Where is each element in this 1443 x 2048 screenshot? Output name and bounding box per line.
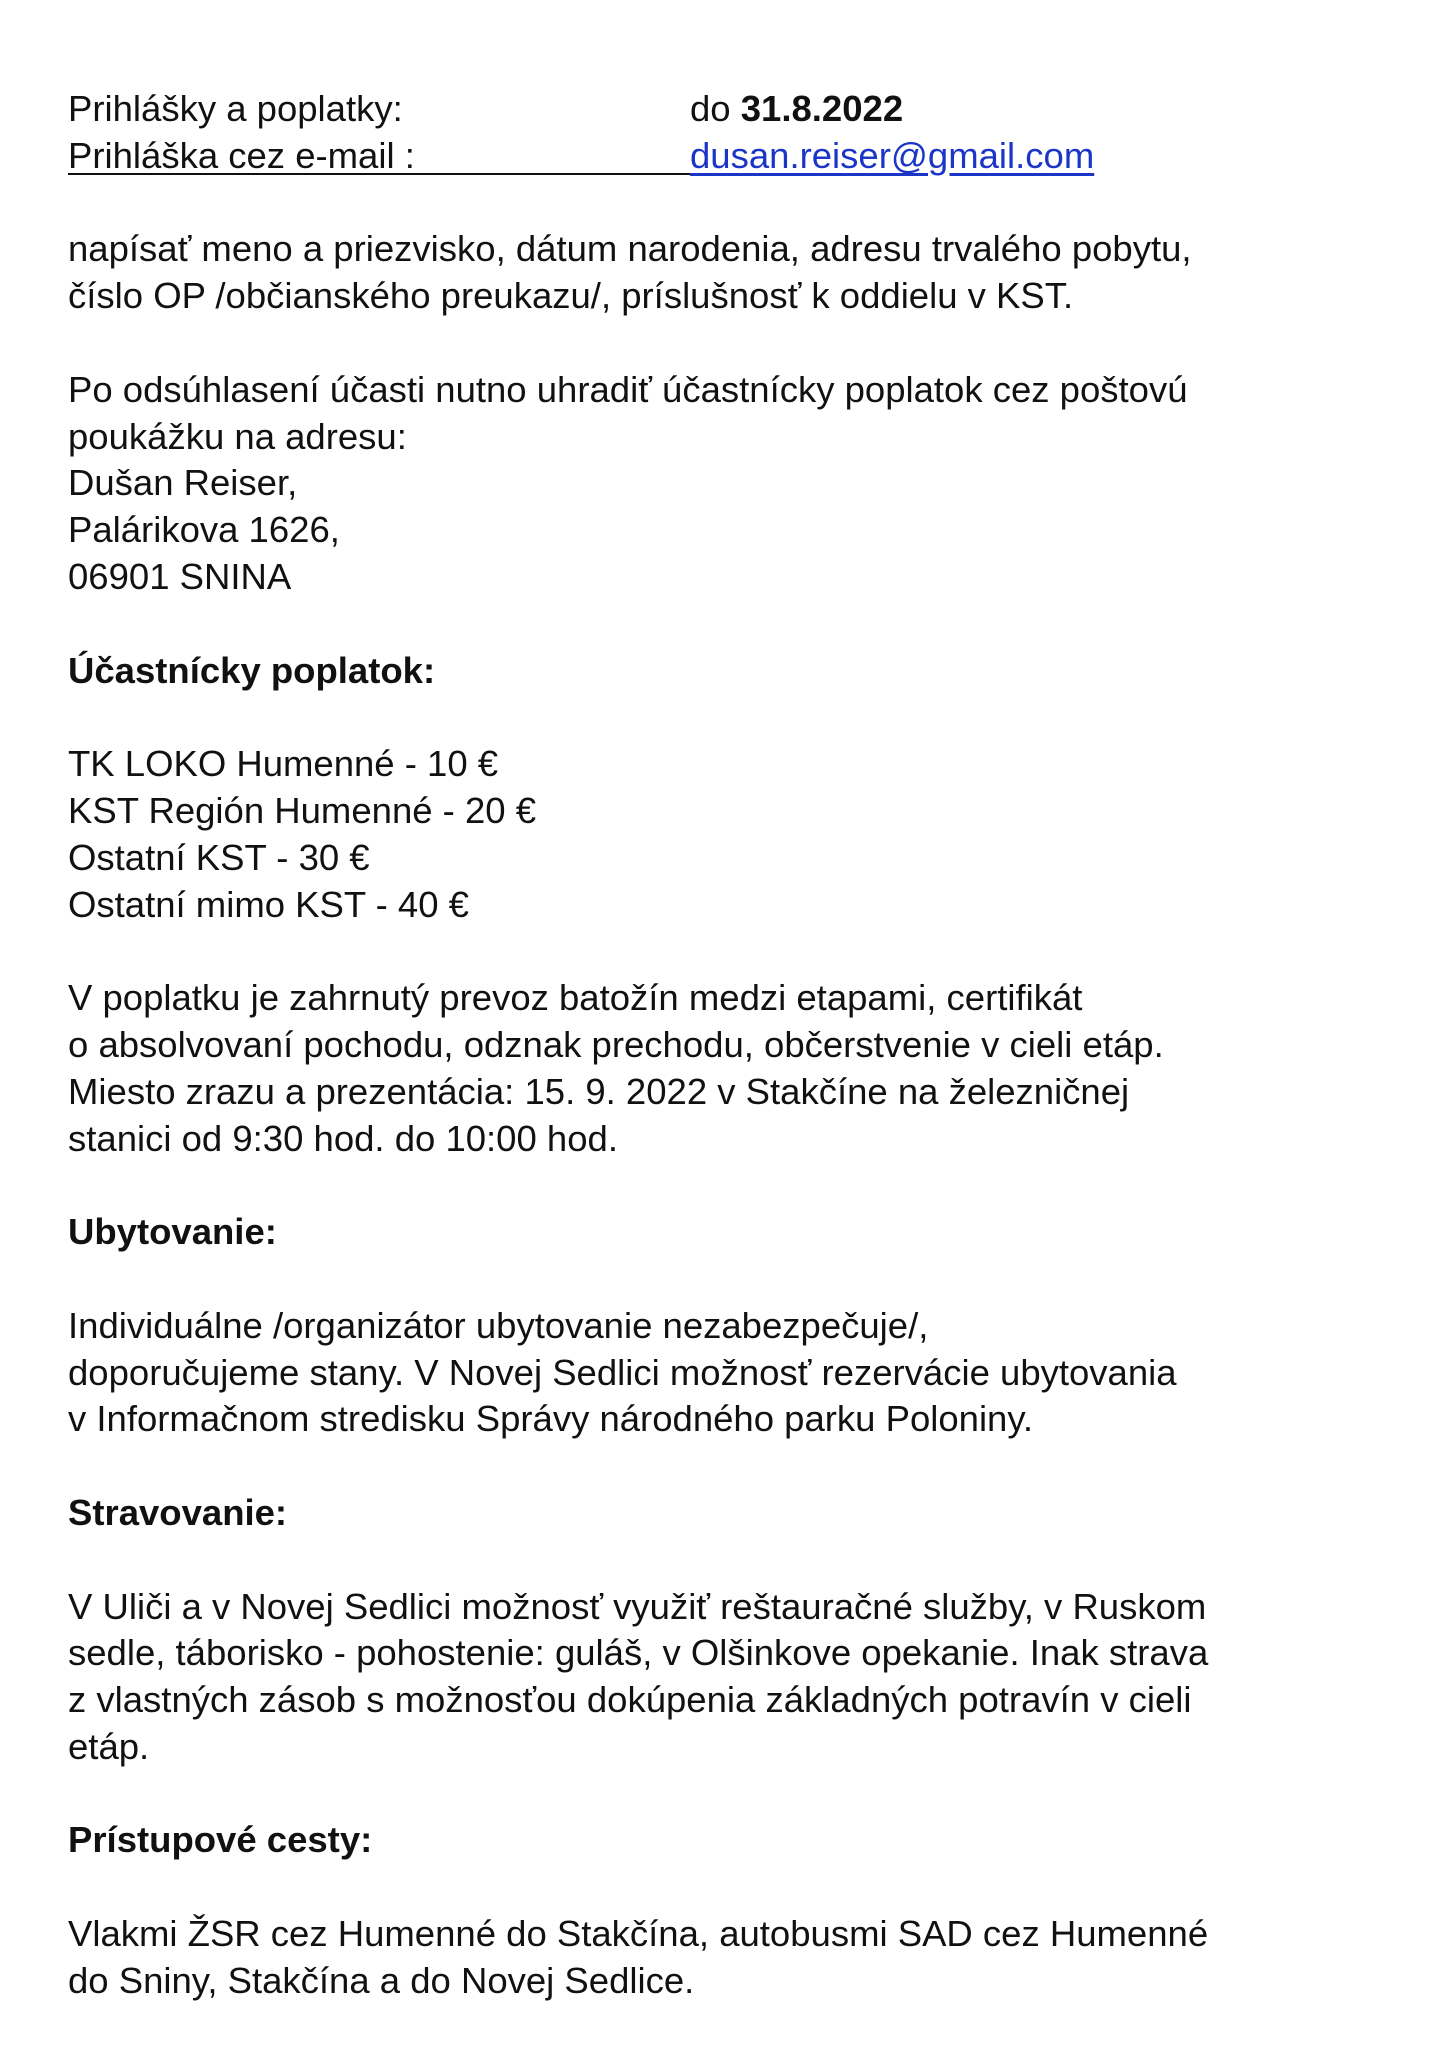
accommodation-paragraph [68, 1303, 1388, 1443]
paragraph-line: Po odsúhlasení účasti nutno uhradiť účastnícky poplatok cez poštovú [68, 368, 1188, 410]
fee-list [68, 741, 1388, 928]
meals-heading: Stravovanie: [68, 1491, 288, 1533]
paragraph-line: V Uliči a v Novej Sedlici možnosť využiť reštauračné služby, v Ruskom [68, 1585, 1207, 1627]
included-paragraph [68, 975, 1388, 1162]
paragraph-line: v Informačnom stredisku Správy národného parku Poloniny. [68, 1398, 1034, 1440]
fees-label: Prihlášky a poplatky: [68, 88, 403, 129]
access-heading: Prístupové cesty: [68, 1819, 373, 1861]
payment-paragraph [68, 367, 1388, 601]
fee-item: TK LOKO Humenné - 10 € [68, 743, 499, 785]
paragraph-line: Miesto zrazu a prezentácia: 15. 9. 2022 v Stakčíne na železničnej [68, 1070, 1130, 1112]
address-city: 06901 SNINA [68, 555, 292, 597]
instructions-paragraph [68, 226, 1388, 320]
fee-item: Ostatní KST - 30 € [68, 836, 370, 878]
paragraph-line: poukážku na adresu: [68, 415, 407, 457]
meals-paragraph [68, 1584, 1388, 1771]
address-name: Dušan Reiser, [68, 462, 298, 504]
paragraph-line: stanici od 9:30 hod. do 10:00 hod. [68, 1117, 618, 1159]
paragraph-line: napísať meno a priezvisko, dátum narodenia, adresu trvalého pobytu, [68, 228, 1192, 270]
paragraph-line: číslo OP /občianského preukazu/, príslušnosť k oddielu v KST. [68, 275, 1074, 317]
accommodation-heading: Ubytovanie: [68, 1211, 277, 1253]
fee-item: KST Región Humenné - 20 € [68, 789, 537, 831]
address-street: Palárikova 1626, [68, 509, 340, 551]
access-paragraph [68, 1911, 1388, 2005]
document-body [68, 86, 1388, 2005]
email-row [68, 133, 1388, 180]
deadline [690, 86, 903, 133]
paragraph-line: do Sniny, Stakčína a do Novej Sedlice. [68, 1959, 695, 2001]
email-link[interactable]: dusan.reiser@gmail.com [690, 134, 1095, 176]
paragraph-line: z vlastných zásob s možnosťou dokúpenia základných potravín v cieli [68, 1679, 1192, 1721]
paragraph-line: doporučujeme stany. V Novej Sedlici možnosť rezervácie ubytovania [68, 1351, 1177, 1393]
paragraph-line: etáp. [68, 1725, 150, 1767]
fee-heading: Účastnícky poplatok: [68, 649, 436, 691]
fee-item: Ostatní mimo KST - 40 € [68, 883, 469, 925]
deadline-prefix: do [690, 88, 741, 129]
deadline-date: 31.8.2022 [740, 88, 904, 129]
paragraph-line: Vlakmi ŽSR cez Humenné do Stakčína, autobusmi SAD cez Humenné [68, 1913, 1209, 1955]
paragraph-line: Individuálne /organizátor ubytovanie nezabezpečuje/, [68, 1304, 929, 1346]
paragraph-line: sedle, táborisko - pohostenie: guláš, v Olšinkove opekanie. Inak strava [68, 1632, 1209, 1674]
paragraph-line: o absolvovaní pochodu, odznak prechodu, občerstvenie v cieli etáp. [68, 1023, 1164, 1065]
fees-deadline-row [68, 86, 1388, 133]
paragraph-line: V poplatku je zahrnutý prevoz batožín medzi etapami, certifikát [68, 977, 1083, 1019]
email-label: Prihláška cez e-mail : [68, 134, 415, 176]
